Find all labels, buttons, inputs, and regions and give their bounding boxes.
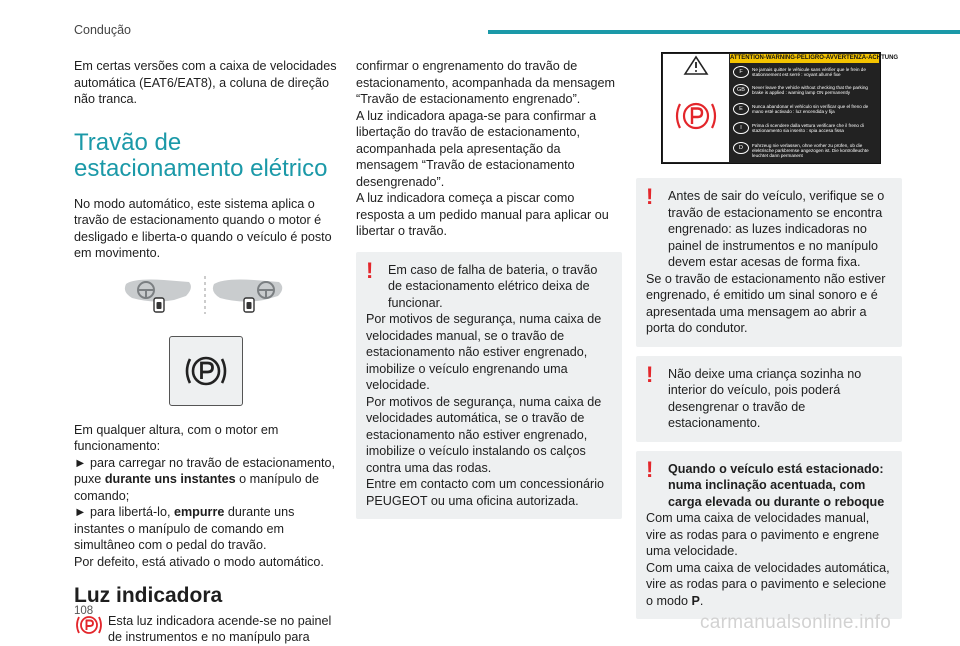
column-1 xyxy=(74,58,342,646)
warning-icon: ! xyxy=(366,257,374,283)
label-row: I Prima di scendere dalla vettura verificare che il freno di stazionamento sia inserito : spia accesa fissa xyxy=(730,121,879,135)
warning-icon: ! xyxy=(646,456,654,482)
steering-wheel-icon xyxy=(213,279,282,312)
lamp-description xyxy=(74,613,342,646)
child-warning-box xyxy=(636,356,902,442)
warning-label-illustration xyxy=(661,52,899,164)
lamp-text: Esta luz indicadora acende-se no painel de instrumentos e no manípulo para xyxy=(108,613,332,644)
default-mode-paragraph: Por defeito, está ativado o modo automático. xyxy=(74,554,324,569)
page-number: 108 xyxy=(74,605,94,617)
parking-brake-icon xyxy=(677,104,715,128)
warning-text: Por motivos de segurança, numa caixa de velocidades manual, se o travão de estacionamento não estiver engrenado, imobilize o veículo engrenando uma velocidade. xyxy=(366,312,602,392)
lamp-heading: Luz indicadora xyxy=(74,584,223,607)
apply-instruction: ► para carregar no travão de estacionamento, puxe durante uns instantes o manípulo de comando; xyxy=(74,455,335,503)
leave-vehicle-warning-box xyxy=(636,178,902,347)
warning-triangle-icon xyxy=(685,57,707,74)
auto-mode-paragraph: No modo automático, este sistema aplica o travão de estacionamento quando o motor é desligado e liberta-o quando o veículo é posto em movimento. xyxy=(74,196,332,260)
parking-brake-icon xyxy=(183,351,229,391)
warning-icon: ! xyxy=(646,361,654,387)
steering-wheel-icon xyxy=(125,279,191,312)
any-time-paragraph: Em qualquer altura, com o motor em funcionamento: xyxy=(74,422,279,453)
release-instruction: ► para libertá-lo, empurre durante uns instantes o manípulo de comando em simultâneo com o pedal do travão. xyxy=(74,505,295,552)
label-row: GB Never leave the vehicle without checking that the parking brake is applied : warning lamp ON permanently xyxy=(730,83,879,97)
column-3 xyxy=(636,52,902,619)
watermark: carmanualsonline.info xyxy=(700,612,892,633)
label-row: E Nunca abandonar el vehículo sin verificar que el freno de mano esté activado : luz encendida y fija xyxy=(730,102,879,116)
label-row: D Fahrzeug nie verlassen, ohne vorher zu prüfen, ob die elektrische parkbremse angezogen ist. Die kontrolleuchte leuchtet dann permanent xyxy=(730,141,879,155)
warning-text: Antes de sair do veículo, verifique se o travão de estacionamento se encontra engrenado: as luzes indicadoras no painel de instrumentos e no manípulo devem estar acesas de forma fixa. xyxy=(668,189,885,269)
warning-text: Não deixe uma criança sozinha no interior do veículo, pois poderá desengrenar o travão de estacionamento. xyxy=(668,366,862,430)
label-row: F Ne jamais quitter le véhicule sans vérifier que le frein de stationnement est serré : voyant allumé fixe xyxy=(730,65,879,79)
parked-slope-warning-box xyxy=(636,451,902,620)
flashing-paragraph: A luz indicadora começa a piscar como resposta a um pedido manual para aplicar ou libertar o travão. xyxy=(356,191,609,238)
warning-text: Com uma caixa de velocidades manual, vire as rodas para o pavimento e engrene uma velocidade. xyxy=(646,511,880,558)
dashboard-illustration xyxy=(74,274,342,326)
warning-text: Em caso de falha de bateria, o travão de estacionamento elétrico deixa de funcionar. xyxy=(388,262,598,310)
section-title: Condução xyxy=(74,23,131,37)
battery-warning-box xyxy=(356,252,622,520)
warning-text: Com uma caixa de velocidades automática, vire as rodas para o pavimento e selecione o modo P. xyxy=(646,560,890,608)
column-2 xyxy=(356,58,622,519)
section-heading: Travão de estacionamento elétrico xyxy=(74,128,328,182)
released-paragraph: A luz indicadora apaga-se para confirmar a libertação do travão de estacionamento, acompanhada pela apresentação da mensagem “Travão de estacionamento desengrenado”. xyxy=(356,108,597,189)
warning-icon: ! xyxy=(646,184,654,209)
warning-text: Por motivos de segurança, numa caixa de velocidades automática, se o travão de estacionamento não estiver engrenado, imobilize o veículo instalando os calços contra uma das rodas. xyxy=(366,394,602,475)
warning-text: Entre em contacto com um concessionário PEUGEOT ou uma oficina autorizada. xyxy=(366,477,604,508)
warning-heading: Quando o veículo está estacionado: numa inclinação acentuada, com carga elevada ou durante o reboque xyxy=(668,461,885,509)
header-accent-bar xyxy=(488,30,960,34)
intro-paragraph: Em certas versões com a caixa de velocidades automática (EAT6/EAT8), a coluna de direção não tranca. xyxy=(74,59,337,106)
engaged-paragraph: confirmar o engrenamento do travão de estacionamento, acompanhada da mensagem “Travão de estacionamento engrenado”. xyxy=(356,59,616,106)
warning-text: Se o travão de estacionamento não estiver engrenado, é emitido um sinal sonoro e é apresentada uma mensagem ao abrir a porta do condutor. xyxy=(646,271,886,335)
parking-brake-button-illustration xyxy=(169,336,243,406)
label-title: ATTENTION-WARNING-PELIGRO-AVVERTENZA-ACHTUNG xyxy=(730,55,899,61)
